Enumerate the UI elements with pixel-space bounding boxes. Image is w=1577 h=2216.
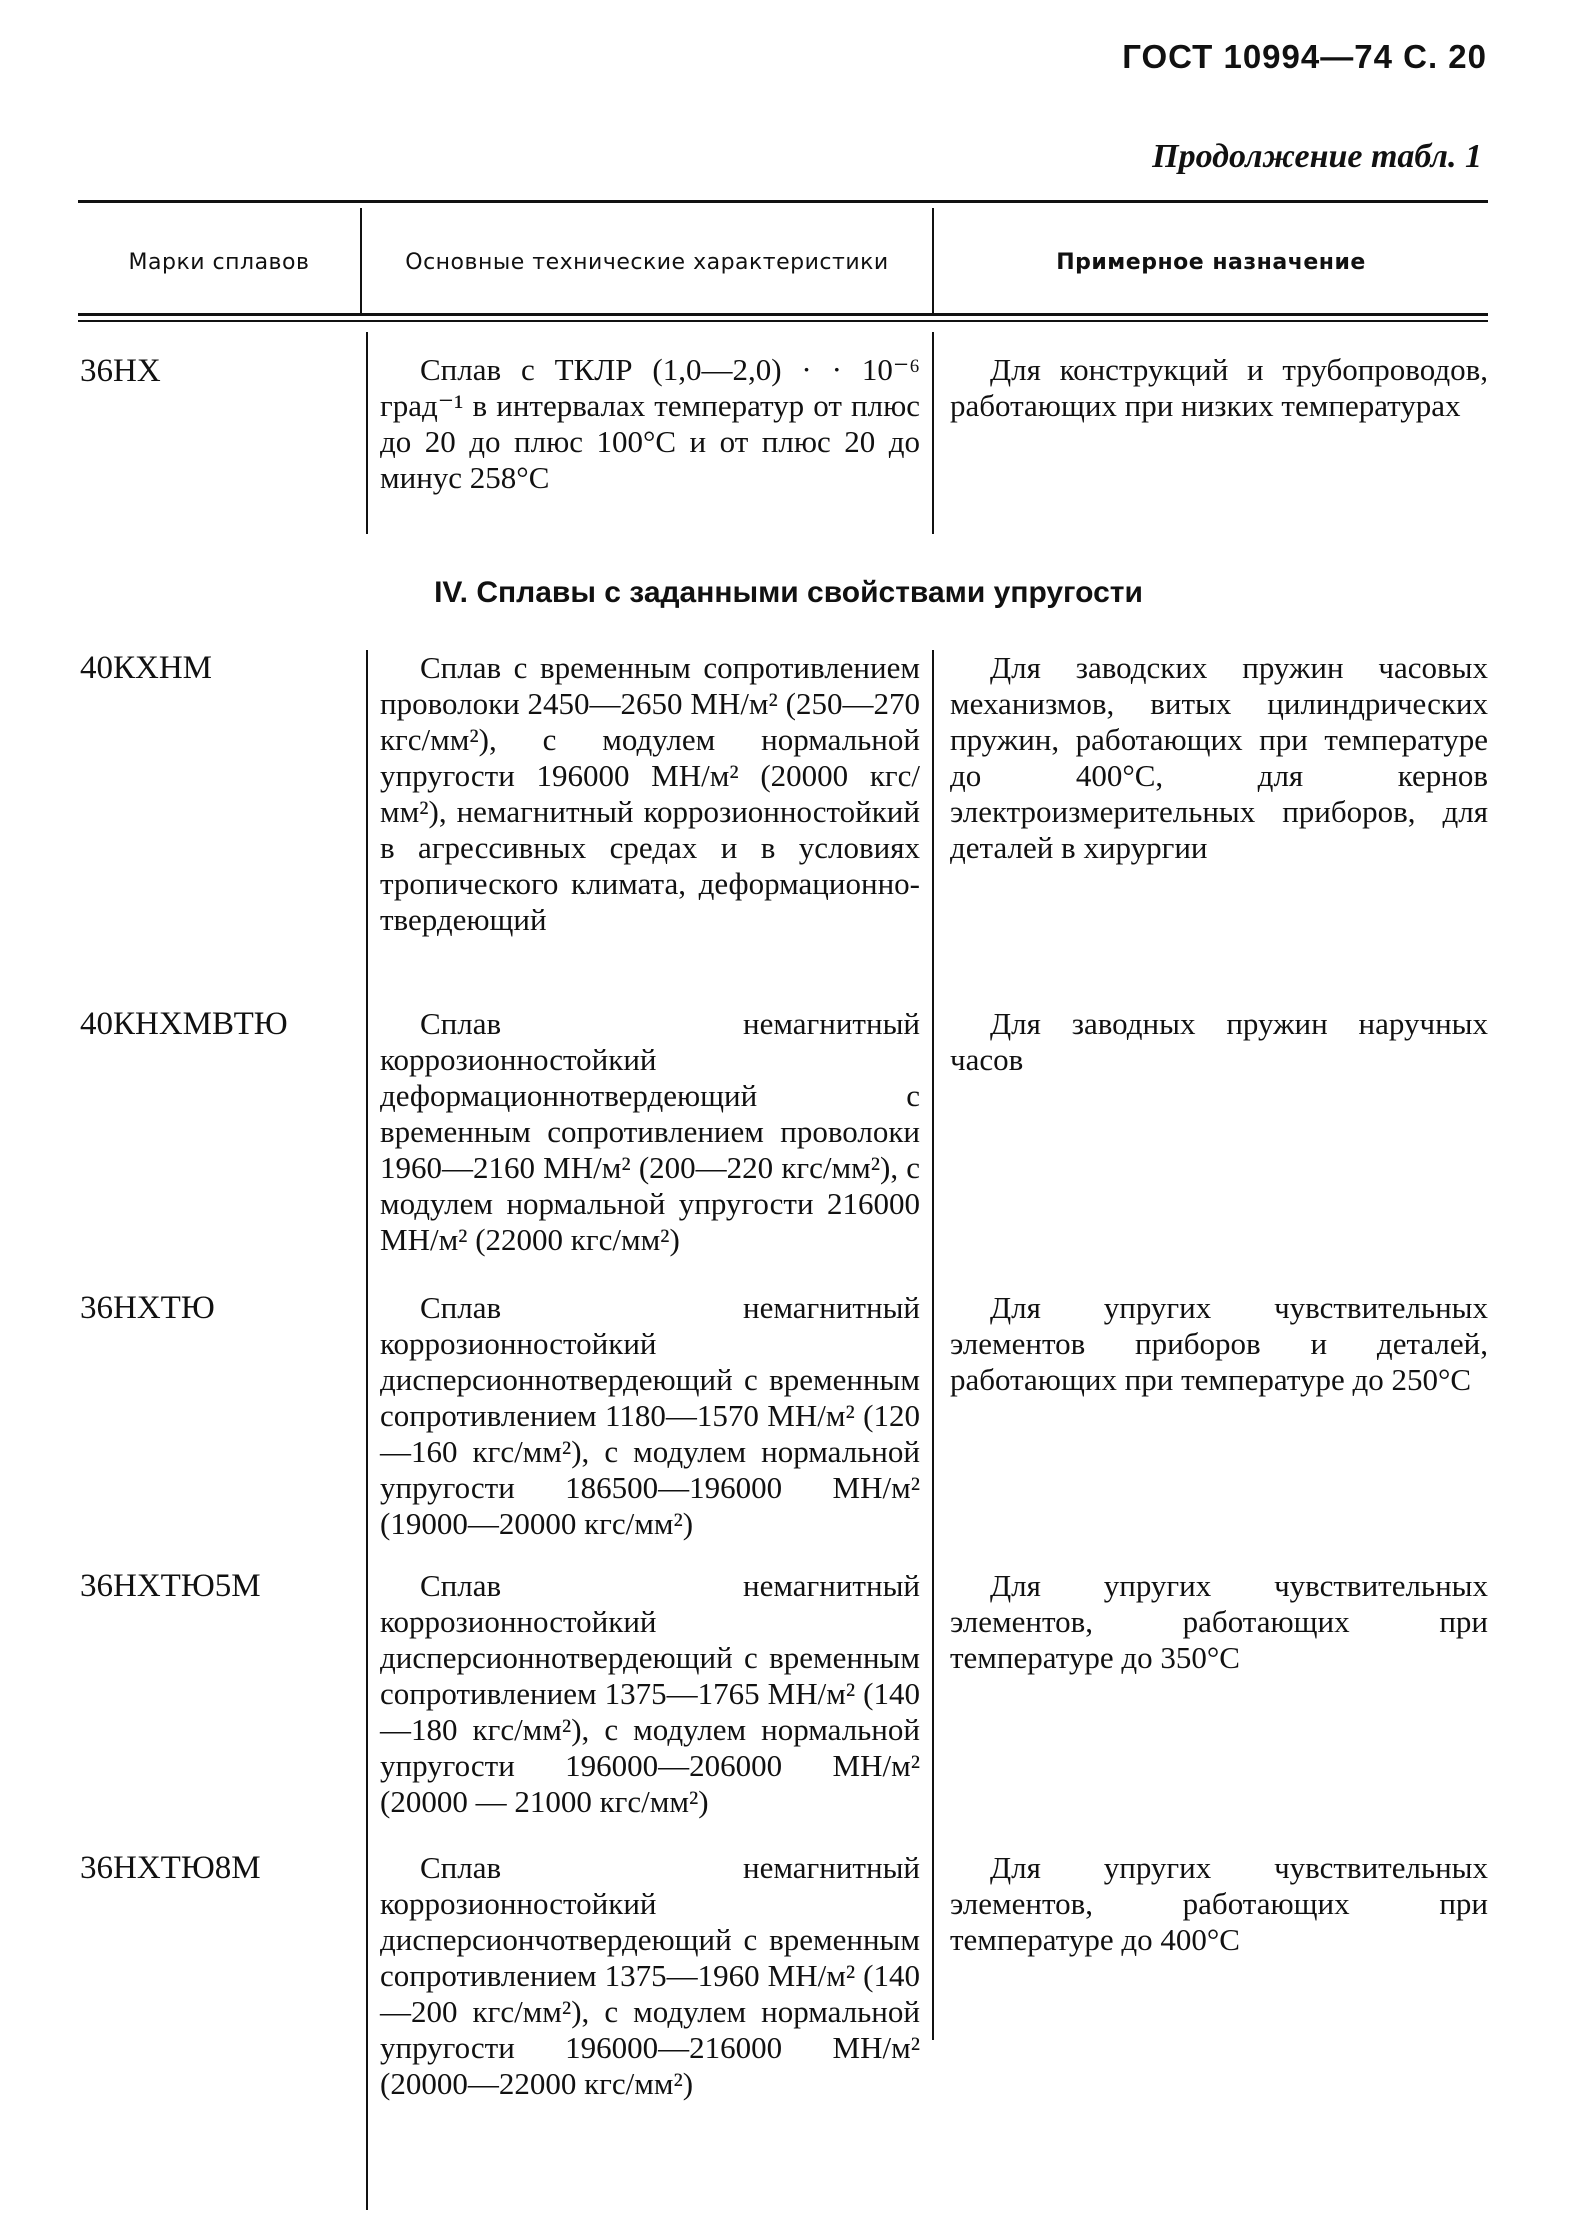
purpose-40khnm: Для заводских пружин часовых механизмов, витых цилиндрических пружин, работающих при температуре до 400°С, для кернов электроизмерительных приборов, для деталей в хирургии — [950, 650, 1488, 865]
grade-36nh: 36НХ — [80, 353, 161, 389]
characteristics-40knhmvtyu: Сплав немагнитный коррозионностойкий деформационнотвердеющий с временным сопротивлением проволоки 1960—2160 МН/м² (200—220 кгс/мм²), с модулем нормальной упругости 216000 МН/м² (22000 кгс/мм²) — [380, 1006, 920, 1257]
purpose-36nhtyu5m: Для упругих чувствительных элементов, работающих при температуре до 350°С — [950, 1568, 1488, 1675]
header-bottom-rule-second — [78, 320, 1488, 322]
column-divider — [366, 332, 368, 534]
grade-36nhtyu8m: 36НХТЮ8М — [80, 1850, 261, 1886]
column-divider — [932, 332, 934, 534]
grade-40knhmvtyu: 40КНХМВТЮ — [80, 1006, 288, 1042]
characteristics-40khnm: Сплав с временным сопротивлением проволоки 2450—2650 МН/м² (250—270 кгс/мм²), с модулем нормальной упругости 196000 МН/м² (20000 кгс/мм²), немагнитный коррозионностойкий в агрессивных средах и в условиях тропического климата, деформационно-твердеющий — [380, 650, 920, 937]
purpose-36nhtyu8m: Для упругих чувствительных элементов, работающих при температуре до 400°С — [950, 1850, 1488, 1957]
purpose-36nhtyu: Для упругих чувствительных элементов приборов и деталей, работающих при температуре до 250°С — [950, 1290, 1488, 1397]
purpose-40knhmvtyu: Для заводных пружин наручных часов — [950, 1006, 1488, 1077]
section-title: IV. Сплавы с заданными свойствами упругости — [434, 576, 1143, 609]
column-header-purpose: Примерное назначение — [1056, 249, 1366, 275]
header-bottom-rule — [78, 313, 1488, 316]
table-top-rule — [78, 200, 1488, 203]
characteristics-36nhtyu5m: Сплав немагнитный коррозионностойкий дисперсионнотвердеющий с временным сопротивлением 1375—1765 МН/м² (140—180 кгс/мм²), с модулем нормальной упругости 196000—206000 МН/м² (20000 — 21000 кгс/мм²) — [380, 1568, 920, 1819]
characteristics-36nhtyu8m: Сплав немагнитный коррозионностойкий дисперсиончотвердеющий с временным сопротивлением 1375—1960 МН/м² (140—200 кгс/мм²), с модулем нормальной упругости 196000—216000 МН/м² (20000—22000 кгс/мм²) — [380, 1850, 920, 2101]
column-divider — [366, 650, 368, 2210]
column-header-grade: Марки сплавов — [128, 249, 310, 275]
table-continuation-label: Продолжение табл. 1 — [1152, 138, 1482, 175]
column-header-characteristics: Основные технические характеристики — [405, 249, 889, 275]
column-divider — [932, 650, 934, 2040]
grade-40khnm: 40КХНМ — [80, 650, 213, 686]
purpose-36nh: Для конструкций и трубопроводов, работающих при низких температурах — [950, 352, 1488, 423]
grade-36nhtyu5m: 36НХТЮ5М — [80, 1568, 261, 1604]
characteristics-36nh: Сплав с ТКЛР (1,0—2,0) · · 10⁻⁶ град⁻¹ в интервалах температур от плюс до 20 до плюс 100°С и от плюс 20 до минус 258°С — [380, 352, 920, 495]
page-header: ГОСТ 10994—74 С. 20 — [1122, 38, 1487, 75]
grade-36nhtyu: 36НХТЮ — [80, 1290, 215, 1326]
characteristics-36nhtyu: Сплав немагнитный коррозионностойкий дисперсионнотвердеющий с временным сопротивлением 1180—1570 МН/м² (120—160 кгс/мм²), с модулем нормальной упругости 186500—196000 МН/м² (19000—20000 кгс/мм²) — [380, 1290, 920, 1541]
